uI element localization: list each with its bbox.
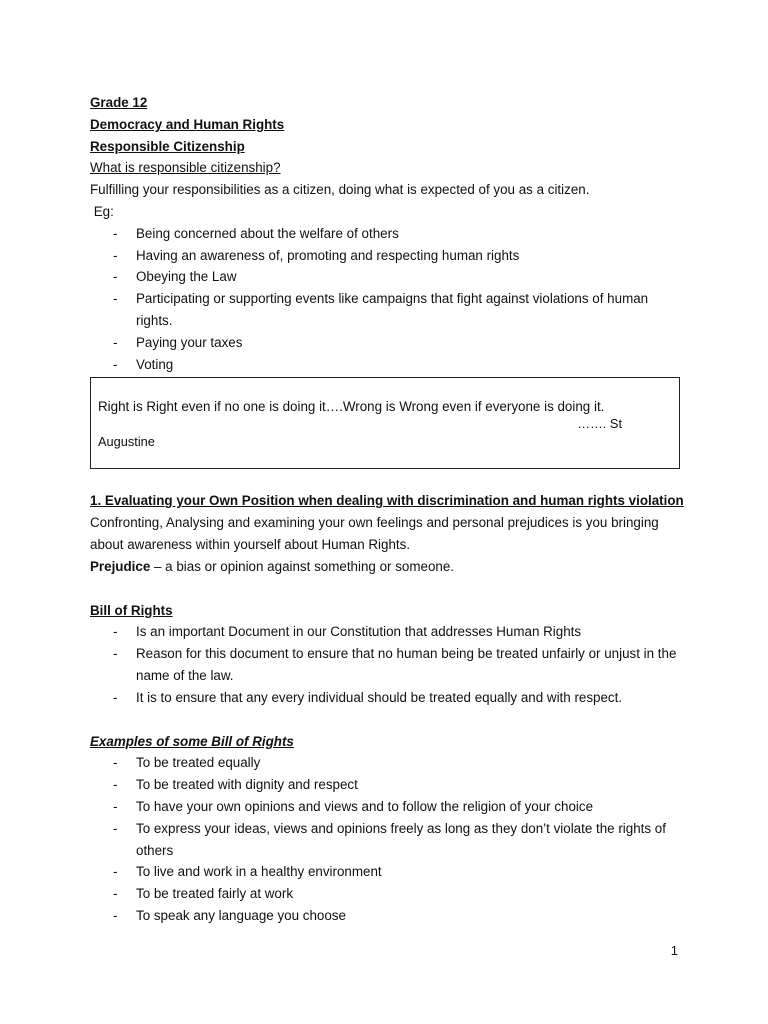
bill-of-rights-heading: Bill of Rights xyxy=(90,602,173,618)
dash-bullet: - xyxy=(113,820,118,836)
dash-bullet: - xyxy=(113,269,118,285)
quote-attribution: ……. St xyxy=(577,416,622,432)
dash-bullet: - xyxy=(113,247,118,263)
dash-bullet: - xyxy=(113,886,118,902)
dash-bullet: - xyxy=(113,291,118,307)
page-number: 1 xyxy=(670,943,678,958)
examples-heading: Examples of some Bill of Rights xyxy=(90,733,294,749)
section1-paragraph: Confronting, Analysing and examining your own feelings and personal prejudices is you bringing about awareness within yourself about Human Rights. xyxy=(90,515,659,552)
dash-bullet: - xyxy=(113,225,118,241)
list-item: - Participating or supporting events like campaigns that fight against violations of human rights. xyxy=(90,288,680,332)
list-item: - To speak any language you choose xyxy=(90,905,680,927)
dash-bullet: - xyxy=(113,334,118,350)
dash-bullet: - xyxy=(113,755,118,771)
list-item: - Having an awareness of, promoting and respecting human rights xyxy=(90,245,680,267)
definition-text: Fulfilling your responsibilities as a citizen, doing what is expected of you as a citizen. xyxy=(90,182,590,198)
dash-bullet: - xyxy=(113,646,118,662)
subject-heading: Democracy and Human Rights xyxy=(90,116,285,132)
list-item: - To express your ideas, views and opinions freely as long as they don’t violate the rights of others xyxy=(90,818,680,862)
quote-text: Right is Right even if no one is doing it….Wrong is Wrong even if everyone is doing it. xyxy=(98,399,605,415)
list-item: - To have your own opinions and views and to follow the religion of your choice xyxy=(90,796,680,818)
list-item: - Is an important Document in our Constitution that addresses Human Rights xyxy=(90,621,680,643)
document-page xyxy=(90,92,684,927)
topic-heading: Responsible Citizenship xyxy=(90,138,245,154)
list-item: - Obeying the Law xyxy=(90,266,680,288)
dash-bullet: - xyxy=(113,864,118,880)
list-item: - Being concerned about the welfare of others xyxy=(90,223,680,245)
citizenship-list xyxy=(90,223,680,376)
list-item: - Paying your taxes xyxy=(90,332,680,354)
section1-heading: 1. Evaluating your Own Position when dealing with discrimination and human rights violation xyxy=(90,493,684,509)
dash-bullet: - xyxy=(113,624,118,640)
quote-box xyxy=(90,377,680,469)
dash-bullet: - xyxy=(113,689,118,705)
dash-bullet: - xyxy=(113,907,118,923)
dash-bullet: - xyxy=(113,777,118,793)
list-item: - To be treated with dignity and respect xyxy=(90,774,680,796)
quote-attribution-name: Augustine xyxy=(98,434,155,450)
list-item: - To be treated fairly at work xyxy=(90,883,680,905)
list-item: - To live and work in a healthy environment xyxy=(90,861,680,883)
prejudice-term: Prejudice xyxy=(90,558,151,574)
dash-bullet: - xyxy=(113,356,118,372)
bill-of-rights-list xyxy=(90,621,680,708)
list-item: - To be treated equally xyxy=(90,752,680,774)
examples-list xyxy=(90,752,680,926)
prejudice-definition: Prejudice – a bias or opinion against something or someone. xyxy=(90,558,455,574)
list-item: - Reason for this document to ensure that no human being be treated unfairly or unjust in the name of the law. xyxy=(90,643,680,687)
question-heading: What is responsible citizenship? xyxy=(90,160,281,176)
list-item: - It is to ensure that any every individual should be treated equally and with respect. xyxy=(90,687,680,709)
dash-bullet: - xyxy=(113,798,118,814)
grade-heading: Grade 12 xyxy=(90,95,148,110)
list-item: - Voting xyxy=(90,354,680,376)
eg-label: Eg: xyxy=(90,203,114,219)
